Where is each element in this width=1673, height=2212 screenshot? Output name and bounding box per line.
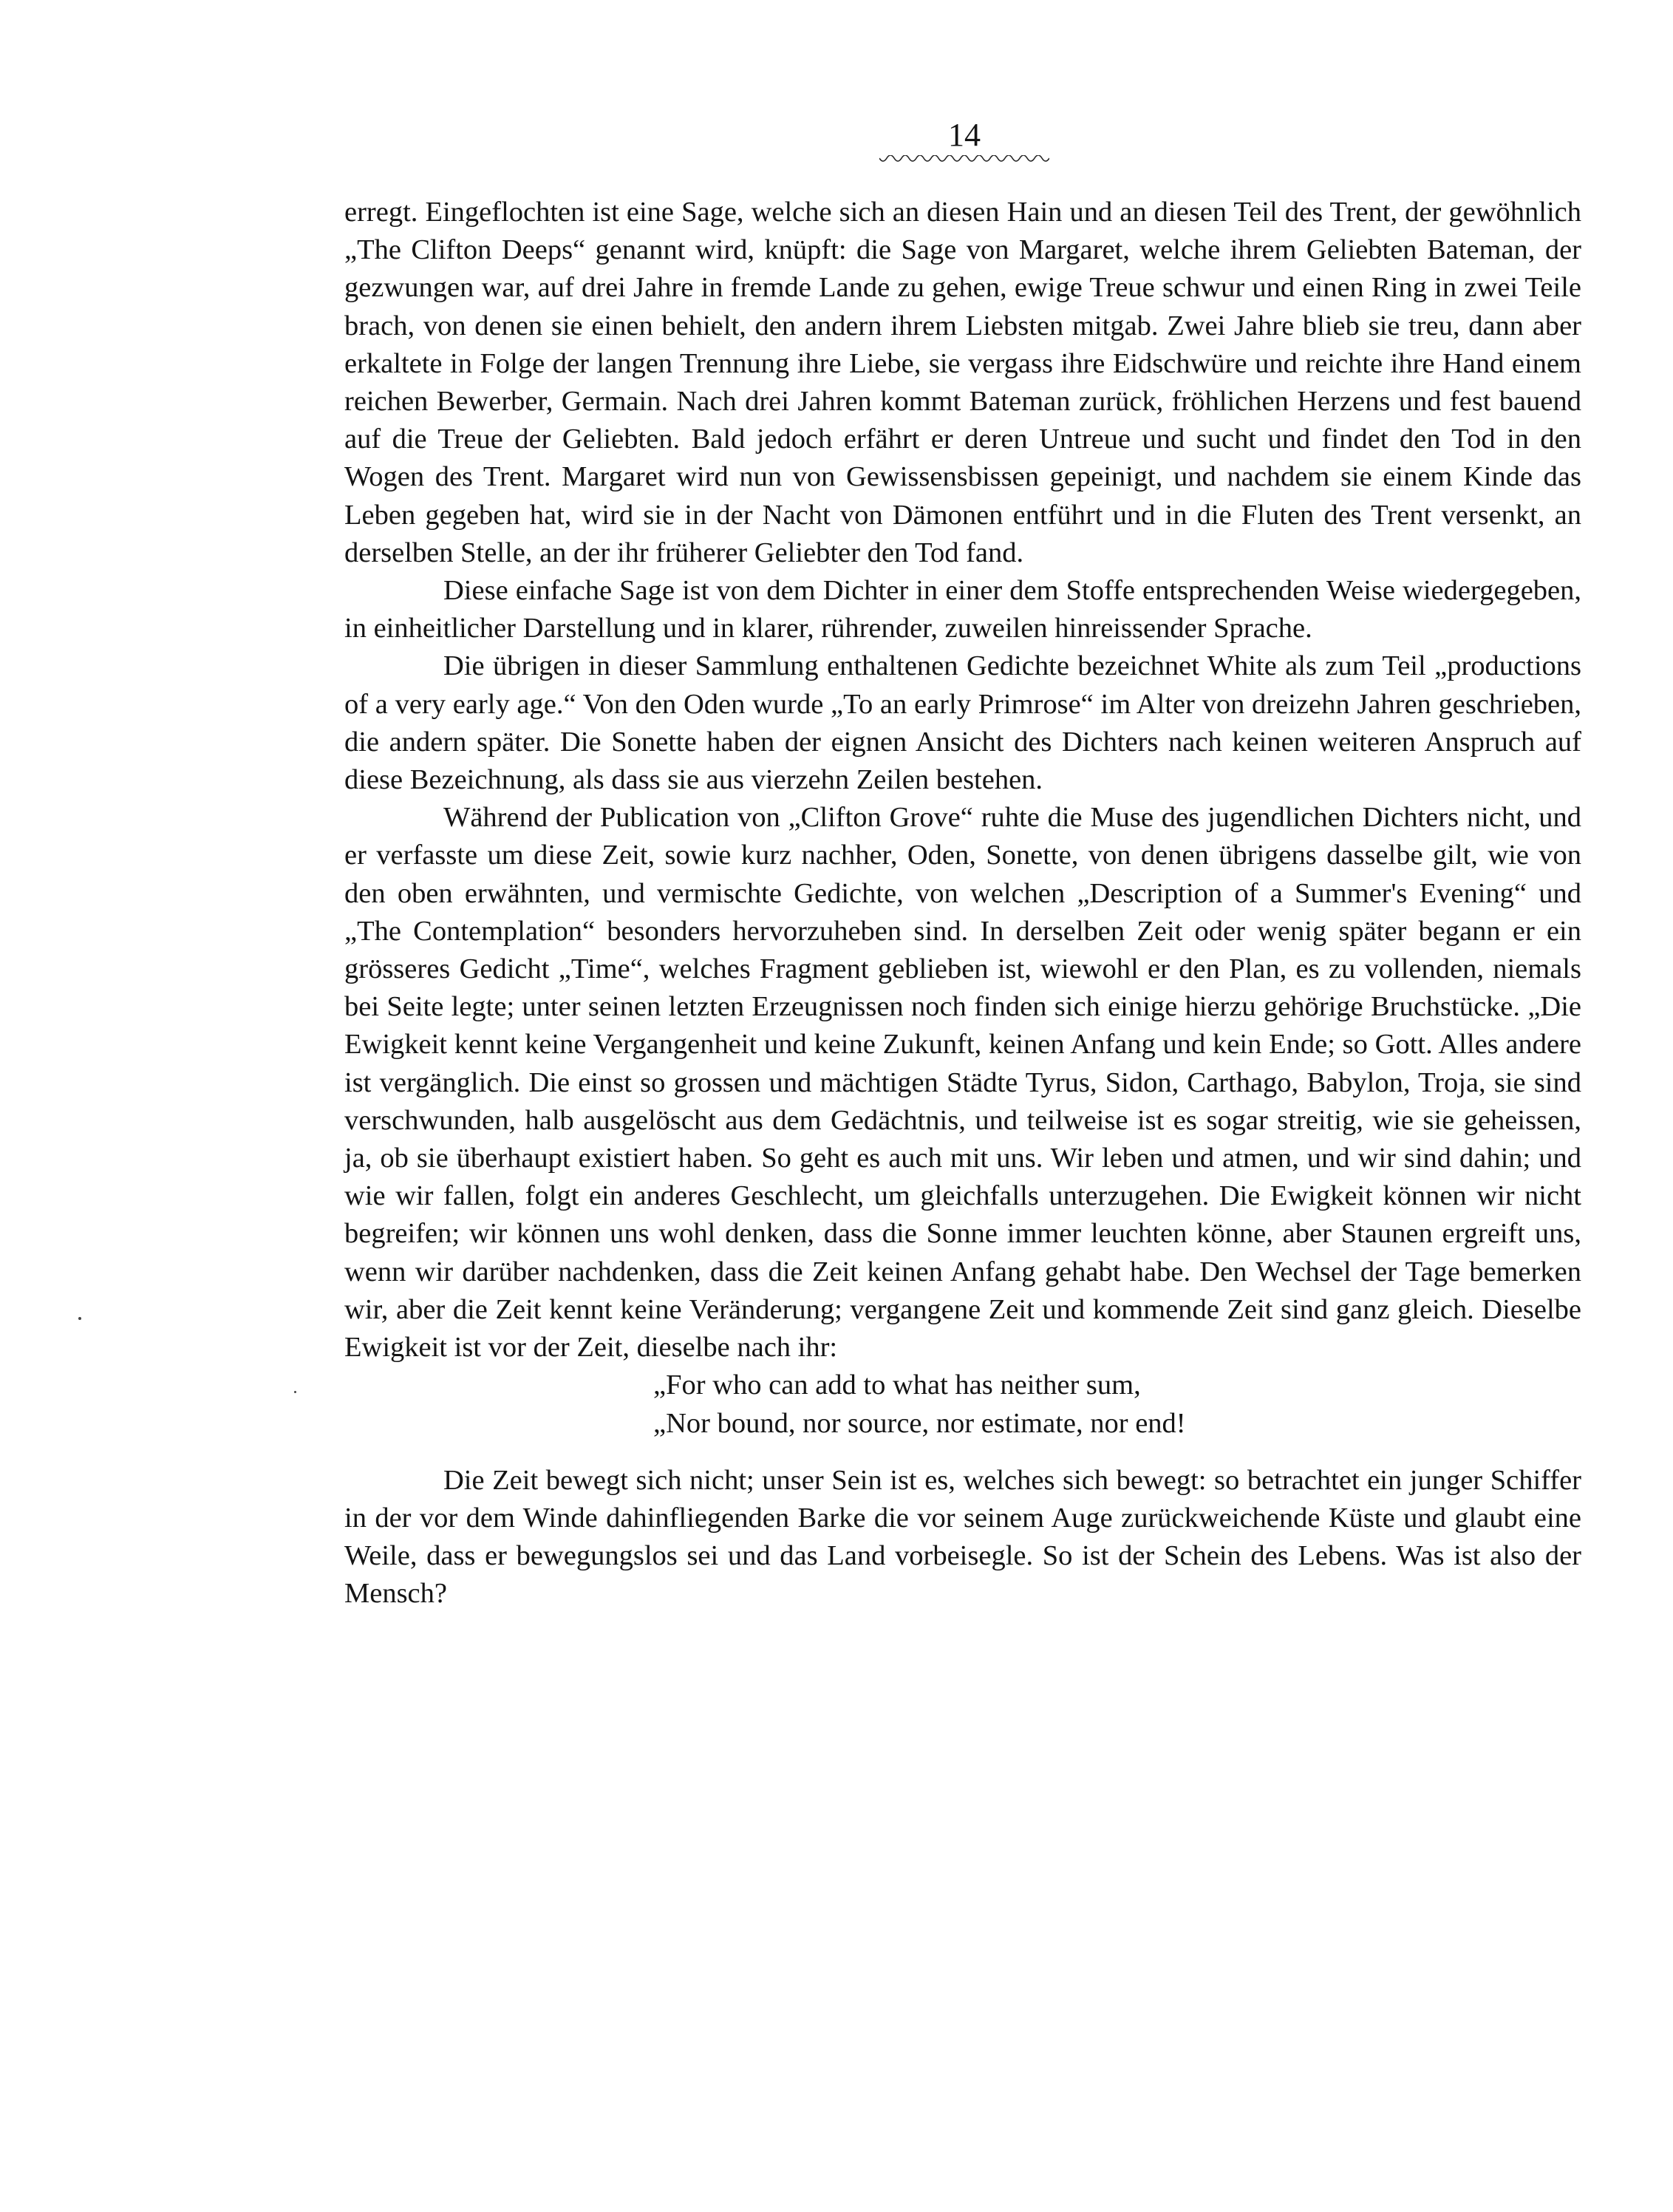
paragraph-darstellung: Diese einfache Sage ist von dem Dichter in einer dem Stoffe entsprechenden Weise wiedergegeben, in einheitlicher Darstellung und in klarer, rührender, zuweilen hinreissender Sprache. [344, 575, 1581, 644]
wavy-rule-ornament [879, 155, 1049, 166]
verse-quotation [344, 1367, 1581, 1442]
body-text [344, 194, 1581, 1613]
page-header [872, 117, 1057, 166]
paragraph-sage: erregt. Eingeflochten ist eine Sage, welche sich an diesen Hain und an diesen Teil des Trent, der gewöhnlich „The Clifton Deeps“ genannt wird, knüpft: die Sage von Margaret, welche ihrem Geliebten Bateman, der gezwungen war, auf drei Jahre in fremde Lande zu gehen, ewige Treue schwur und einen Ring in zwei Teile brach, von denen sie einen behielt, den andern ihrem Liebsten mitgab. Zwei Jahre blieb sie treu, dann aber erkaltete in Folge der langen Trennung ihre Liebe, sie vergass ihre Eidschwüre und reichte ihre Hand einem reichen Bewerber, Germain. Nach drei Jahren kommt Bateman zurück, fröhlichen Herzens und fest bauend auf die Treue der Geliebten. Bald jedoch erfährt er deren Untreue und sucht und findet den Tod in den Wogen des Trent. Margaret wird nun von Gewissensbissen gepeinigt, und nachdem sie einem Kinde das Leben gegeben hat, wird sie in der Nacht von Dämonen entführt und in die Fluten des Trent versenkt, an derselben Stelle, an der ihr früherer Geliebter den Tod fand. [344, 197, 1581, 568]
paragraph-zeit: Die Zeit bewegt sich nicht; unser Sein ist es, welches sich bewegt: so betrachtet ein junger Schiffer in der vor dem Winde dahinfliegenden Barke die vor seinem Auge zurückweichende Küste und glaubt eine Weile, dass er bewegungslos sei und das Land vorbeisegle. So ist der Schein des Lebens. Was ist also der Mensch? [344, 1464, 1581, 1610]
paper-speck [294, 1391, 296, 1393]
paragraph-publication: Während der Publication von „Clifton Grove“ ruhte die Muse des jugendlichen Dichters nicht, und er verfasste um diese Zeit, sowie kurz nachher, Oden, Sonette, von denen übrigens dasselbe gilt, wie von den oben erwähnten, und vermischte Gedichte, von welchen „Description of a Summer's Evening“ und „The Contemplation“ besonders hervorzuheben sind. In derselben Zeit oder wenig später begann er ein grösseres Gedicht „Time“, welches Fragment geblieben ist, wiewohl er den Plan, es zu vollenden, niemals bei Seite legte; unter seinen letzten Erzeugnissen noch finden sich einige hierzu gehörige Bruchstücke. „Die Ewigkeit kennt keine Vergangenheit und keine Zukunft, keinen Anfang und kein Ende; so Gott. Alles andere ist vergänglich. Die einst so grossen und mächtigen Städte Tyrus, Sidon, Carthago, Babylon, Troja, sie sind verschwunden, halb ausgelöscht aus dem Gedächtnis, und teilweise ist es sogar streitig, wie sie geheissen, ja, ob sie überhaupt existiert haben. So geht es auch mit uns. Wir leben und atmen, und wir sind dahin; und wie wir fallen, folgt ein anderes Geschlecht, um gleichfalls unterzugehen. Die Ewigkeit können wir nicht begreifen; wir können uns wohl denken, dass die Sonne immer leuchten könne, aber Staunen ergreift uns, wenn wir darüber nachdenken, dass die Zeit keinen Anfang gehabt habe. Den Wechsel der Tage bemerken wir, aber die Zeit kennt keine Veränderung; vergangene Zeit und kommende Zeit sind ganz gleich. Dieselbe Ewigkeit ist vor der Zeit, dieselbe nach ihr: [344, 802, 1581, 1364]
page-number: 14 [948, 117, 981, 153]
verse-line: „Nor bound, nor source, nor estimate, nor end! [653, 1407, 1186, 1439]
paragraph-sammlung: Die übrigen in dieser Sammlung enthaltenen Gedichte bezeichnet White als zum Teil „productions of a very early age.“ Von den Oden wurde „To an early Primrose“ im Alter von dreizehn Jahren geschrieben, die andern später. Die Sonette haben der eignen Ansicht des Dichters nach keinen weiteren Anspruch auf diese Bezeichnung, als dass sie aus vierzehn Zeilen bestehen. [344, 650, 1581, 796]
paper-speck [78, 1317, 81, 1320]
verse-line: „For who can add to what has neither sum, [653, 1369, 1141, 1401]
